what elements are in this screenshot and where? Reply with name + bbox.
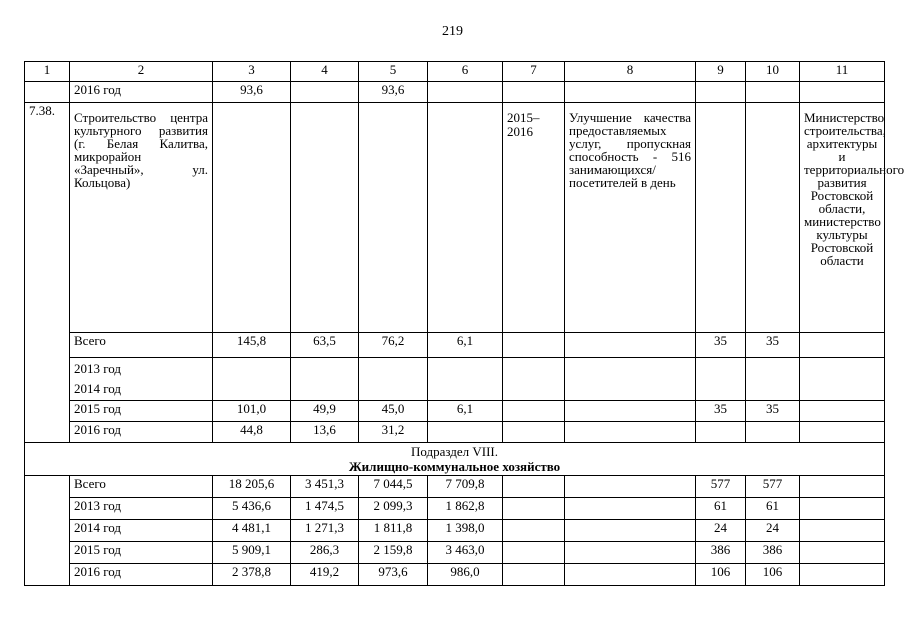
cell-value: 286,3 bbox=[291, 542, 359, 564]
cell-value: 93,6 bbox=[359, 82, 428, 103]
cell-value: 7 709,8 bbox=[428, 476, 503, 498]
cell-value: 101,0 bbox=[213, 401, 291, 422]
table-row bbox=[25, 498, 885, 520]
col-header-1: 1 bbox=[25, 62, 70, 82]
cell-value: 577 bbox=[746, 476, 800, 498]
subsection-row bbox=[25, 443, 885, 476]
col-header-3: 3 bbox=[213, 62, 291, 82]
cell-value: 4 481,1 bbox=[213, 520, 291, 542]
row-label: 2016 год bbox=[70, 82, 213, 103]
table-row bbox=[25, 542, 885, 564]
cell-value: 419,2 bbox=[291, 564, 359, 586]
cell-value: 2 159,8 bbox=[359, 542, 428, 564]
cell-value: 24 bbox=[696, 520, 746, 542]
cell-value: 24 bbox=[746, 520, 800, 542]
cell-value: 35 bbox=[696, 401, 746, 422]
cell-value: 44,8 bbox=[213, 422, 291, 443]
item-period: 2015–2016 bbox=[503, 103, 565, 333]
cell-value: 6,1 bbox=[428, 333, 503, 358]
cell-value: 1 862,8 bbox=[428, 498, 503, 520]
row-label: Всего bbox=[70, 333, 213, 358]
cell-value: 35 bbox=[746, 401, 800, 422]
table-row bbox=[25, 82, 885, 103]
item-row bbox=[25, 103, 885, 333]
cell-value: 7 044,5 bbox=[359, 476, 428, 498]
cell-value: 35 bbox=[696, 333, 746, 358]
row-label: 2016 год bbox=[70, 422, 213, 443]
cell-value: 973,6 bbox=[359, 564, 428, 586]
col-header-11: 11 bbox=[800, 62, 885, 82]
col-header-4: 4 bbox=[291, 62, 359, 82]
cell-value: 386 bbox=[746, 542, 800, 564]
cell-value: 5 436,6 bbox=[213, 498, 291, 520]
row-label-2014: 2014 год bbox=[74, 381, 121, 396]
row-label: 2015 год bbox=[70, 401, 213, 422]
item-result: Улучшение качества предоставляемых услуг, пропускная способность - 516 занимающихся/ посетителей в день bbox=[565, 103, 696, 333]
cell-value: 31,2 bbox=[359, 422, 428, 443]
table-row bbox=[25, 401, 885, 422]
col-header-9: 9 bbox=[696, 62, 746, 82]
cell-value: 1 271,3 bbox=[291, 520, 359, 542]
cell-value: 1 398,0 bbox=[428, 520, 503, 542]
row-label: 2016 год bbox=[70, 564, 213, 586]
cell-value: 386 bbox=[696, 542, 746, 564]
cell-value: 145,8 bbox=[213, 333, 291, 358]
row-label: 2013 год bbox=[70, 498, 213, 520]
cell-value: 3 451,3 bbox=[291, 476, 359, 498]
col-header-5: 5 bbox=[359, 62, 428, 82]
cell-value: 18 205,6 bbox=[213, 476, 291, 498]
col-header-2: 2 bbox=[70, 62, 213, 82]
row-label: 2015 год bbox=[70, 542, 213, 564]
page-number: 219 bbox=[442, 24, 463, 39]
row-label: 2014 год bbox=[70, 520, 213, 542]
cell-value: 45,0 bbox=[359, 401, 428, 422]
cell-value: 5 909,1 bbox=[213, 542, 291, 564]
table-row bbox=[25, 564, 885, 586]
item-name: Строительство центра культурного развития (г. Белая Калитва, микрорайон «Заречный», ул. Кольцова) bbox=[70, 103, 213, 333]
row-label bbox=[70, 358, 213, 401]
item-number: 7.38. bbox=[25, 103, 70, 443]
table-row bbox=[25, 358, 885, 401]
subsection-title: Подраздел VIII. bbox=[410, 444, 499, 459]
col-header-7: 7 bbox=[503, 62, 565, 82]
cell-value: 93,6 bbox=[213, 82, 291, 103]
cell-value: 6,1 bbox=[428, 401, 503, 422]
row-label-2013: 2013 год bbox=[74, 361, 121, 376]
row-label: Всего bbox=[70, 476, 213, 498]
table-row bbox=[25, 476, 885, 498]
col-header-6: 6 bbox=[428, 62, 503, 82]
column-number-row bbox=[25, 62, 885, 82]
cell-value: 3 463,0 bbox=[428, 542, 503, 564]
cell-value: 13,6 bbox=[291, 422, 359, 443]
cell-value: 63,5 bbox=[291, 333, 359, 358]
cell-value: 1 474,5 bbox=[291, 498, 359, 520]
cell-value: 49,9 bbox=[291, 401, 359, 422]
cell-value: 35 bbox=[746, 333, 800, 358]
subsection-subtitle: Жилищно-коммунальное хозяйство bbox=[348, 459, 561, 474]
table-row bbox=[25, 422, 885, 443]
cell-value: 106 bbox=[696, 564, 746, 586]
col-header-8: 8 bbox=[565, 62, 696, 82]
budget-table bbox=[24, 61, 905, 586]
cell-value: 2 099,3 bbox=[359, 498, 428, 520]
subsection-heading bbox=[25, 443, 885, 476]
cell-value: 577 bbox=[696, 476, 746, 498]
cell-value: 76,2 bbox=[359, 333, 428, 358]
item-responsible: Министерство строительства, архитектуры и территориального развития Ростовской области, министерство культуры Ростовской области bbox=[800, 103, 885, 333]
cell-value: 1 811,8 bbox=[359, 520, 428, 542]
cell-value: 106 bbox=[746, 564, 800, 586]
col-header-10: 10 bbox=[746, 62, 800, 82]
table-row bbox=[25, 333, 885, 358]
table-row bbox=[25, 520, 885, 542]
cell-value: 986,0 bbox=[428, 564, 503, 586]
cell-value: 61 bbox=[696, 498, 746, 520]
cell-value: 2 378,8 bbox=[213, 564, 291, 586]
cell-value: 61 bbox=[746, 498, 800, 520]
